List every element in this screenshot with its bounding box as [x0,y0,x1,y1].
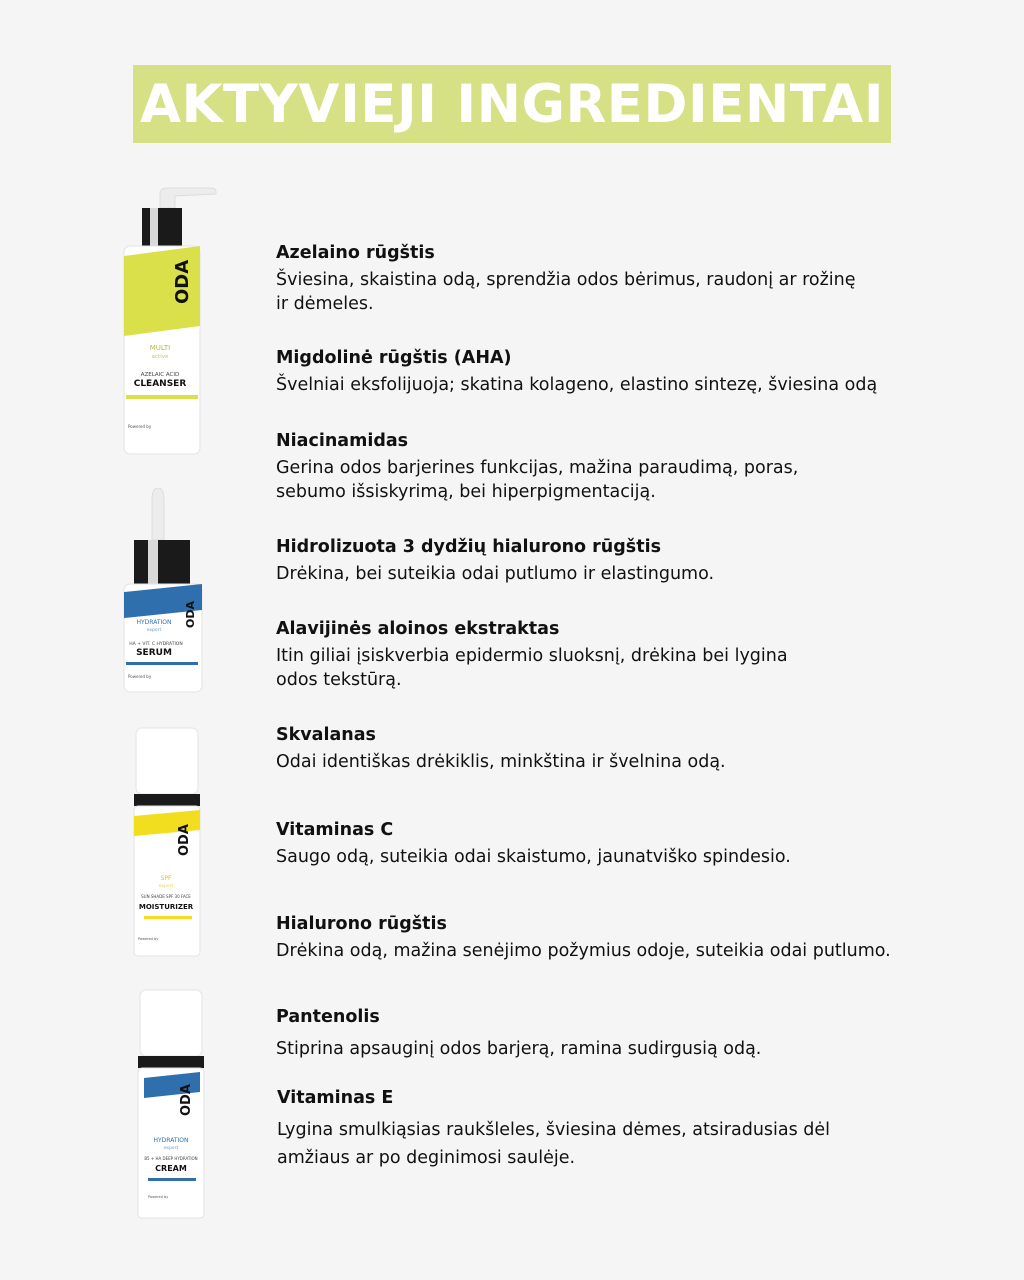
ingredient-hydrolyzed-hyaluronic-acid [276,535,916,586]
ingredient-desc-line: Lygina smulkiąsias raukšleles, šviesina dėmes, atsiradusias dėl [277,1120,831,1140]
svg-text:expert: expert [146,628,162,633]
ingredient-name: Pantenolis [276,1007,380,1027]
moisturizer-bottle-icon [130,726,204,958]
svg-text:CREAM: CREAM [155,1164,187,1173]
svg-text:Powered by: Powered by [138,937,159,941]
svg-text:ODA: ODA [177,824,192,856]
svg-text:HYDRATION: HYDRATION [136,619,172,626]
ingredient-desc-line: sebumo išsiskyrimą, bei hiperpigmentaciją. [276,482,656,502]
svg-text:SERUM: SERUM [136,648,172,658]
svg-text:MOISTURIZER: MOISTURIZER [138,903,194,911]
ingredient-name: Skvalanas [276,725,376,745]
ingredient-niacinamide [276,429,916,504]
svg-text:HYDRATION: HYDRATION [153,1137,189,1144]
svg-text:SPF: SPF [160,875,172,882]
ingredient-desc-line: ir dėmeles. [276,294,374,314]
cream-bottle-icon [134,988,208,1220]
ingredient-name: Azelaino rūgštis [276,243,435,263]
ingredient-desc-line: Drėkina, bei suteikia odai putlumo ir elastingumo. [276,564,715,584]
ingredient-name: Vitaminas E [277,1088,394,1108]
svg-text:SUN SHADE SPF 30 FACE: SUN SHADE SPF 30 FACE [141,894,191,899]
ingredient-name: Hidrolizuota 3 dydžių hialurono rūgštis [276,537,661,557]
title-banner [133,65,891,143]
ingredient-desc-line: Drėkina odą, mažina senėjimo požymius odoje, suteikia odai putlumo. [276,941,891,961]
ingredient-desc-line: Švelniai eksfolijuoja; skatina kolageno, elastino sintezę, šviesina odą [276,375,878,395]
svg-text:AZELAIC ACID: AZELAIC ACID [140,372,180,378]
svg-text:active: active [151,354,169,360]
ingredient-desc-line: Odai identiškas drėkiklis, minkština ir švelnina odą. [276,752,726,772]
ingredient-desc-line: Gerina odos barjerines funkcijas, mažina paraudimą, poras, [276,458,799,478]
svg-text:CLEANSER: CLEANSER [133,379,187,389]
page-title: AKTYVIEJI INGREDIENTAI [139,73,885,135]
ingredient-vitamin-c [276,818,916,869]
svg-text:expert: expert [163,1146,179,1151]
ingredient-name: Niacinamidas [276,431,409,451]
product-serum [120,488,210,694]
ingredient-name: Vitaminas C [276,820,394,840]
ingredient-name: Hialurono rūgštis [276,914,447,934]
ingredient-desc-line: amžiaus ar po deginimosi saulėje. [277,1148,576,1168]
svg-text:MULTI: MULTI [149,344,171,352]
svg-text:expert: expert [158,884,174,889]
ingredient-hyaluronic-acid [276,912,916,963]
ingredient-desc-line: Šviesina, skaistina odą, sprendžia odos bėrimus, raudonį ar rožinę [276,270,856,290]
ingredient-azelaic-acid [276,241,916,316]
svg-text:ODA: ODA [184,601,197,628]
ingredient-mandelic-acid [276,346,916,397]
ingredient-aloe-extract [276,617,916,692]
svg-text:B5 + HA DEEP HYDRATION: B5 + HA DEEP HYDRATION [144,1156,198,1161]
ingredient-desc-line: Itin giliai įsiskverbia epidermio sluoksnį, drėkina bei lygina [276,646,788,666]
ingredient-desc-line: odos tekstūrą. [276,670,402,690]
ingredient-name: Alavijinės aloinos ekstraktas [276,619,560,639]
ingredient-squalane [276,723,916,774]
ingredient-desc-line: Stiprina apsauginį odos barjerą, ramina sudirgusią odą. [276,1039,762,1059]
svg-text:HA + VIT. C HYDRATION: HA + VIT. C HYDRATION [129,642,183,647]
product-cleanser [120,186,220,458]
svg-text:ODA: ODA [172,259,193,304]
product-moisturizer [130,726,204,958]
ingredient-desc-line: Saugo odą, suteikia odai skaistumo, jaunatviško spindesio. [276,847,791,867]
ingredient-name: Migdolinė rūgštis (AHA) [276,348,512,368]
svg-text:Powered by: Powered by [128,674,152,679]
serum-dropper-icon [120,488,210,694]
cleanser-bottle-icon [120,186,220,458]
ingredient-panthenol [276,1005,916,1061]
product-cream [134,988,208,1220]
svg-text:Powered by: Powered by [148,1195,169,1199]
ingredient-vitamin-e [277,1086,917,1172]
svg-text:Powered by: Powered by [128,424,152,429]
svg-text:ODA: ODA [179,1084,194,1116]
